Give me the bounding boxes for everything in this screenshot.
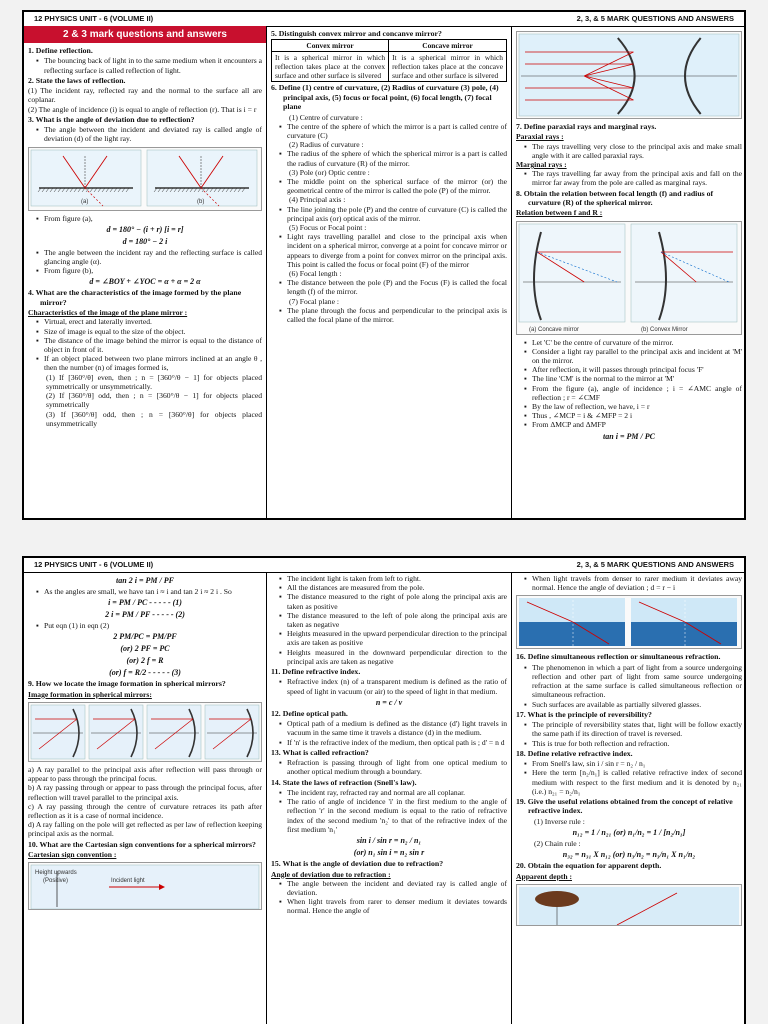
bullet-item: ▪ The angle between the incident and deviated ray is called angle of deviation. xyxy=(271,879,507,897)
question-heading: 13. What is called refraction? xyxy=(271,747,369,757)
question-heading: 12. Define optical path. xyxy=(271,708,348,718)
bullet-item: ▪ Light rays travelling parallel and close to the principal axis when incident on a spherical mirror, converge at a point for concave mirror or appears to diverge from a point for convex mirror on the principal axis. This point is called the focus or focal point (F) of the mirror xyxy=(271,232,507,269)
bullet-item: ▪ Virtual, erect and laterally inverted. xyxy=(28,317,262,326)
p1-col2-content xyxy=(271,83,507,324)
bullet-item: ▪ The distance of the image behind the mirror is equal to the distance of object in front of it. xyxy=(28,336,262,354)
text-line: (2) The angle of incidence (i) is equal to angle of reflection (r). That is i = r xyxy=(28,104,257,114)
question-5: 5. Distinguish convex mirror and concanve mirror? xyxy=(271,29,442,38)
figure-drawing xyxy=(517,885,741,925)
figure-caption: (b) xyxy=(197,198,205,205)
bullet-item: ▪ The principle of reversibility states that, light will be follow exactly the same path if its direction of travel is reversed. xyxy=(516,720,742,738)
table-head-convex: Convex mirror xyxy=(272,40,389,52)
p2-column-1 xyxy=(24,572,267,1024)
bullet-item: ▪ This is true for both reflection and refraction. xyxy=(516,739,742,748)
header-right: 2, 3, & 5 MARK QUESTIONS AND ANSWERS xyxy=(576,14,734,23)
bullet-item: ▪ If 'n' is the refractive index of the medium, then optical path is ; d' = n d xyxy=(271,738,507,747)
table-cell-concave: It is a spherical mirror in which reflection takes place at the concave surface and other surface is silvered xyxy=(389,52,507,82)
equation: d = ∠BOY + ∠YOC = α + α = 2 α xyxy=(89,277,201,287)
equation: (or) 2 f = R xyxy=(126,656,164,666)
bullet-item: ▪ Heights measured in the upward perpendicular direction to the principal axis are taken as positive xyxy=(271,629,507,647)
bullet-item: ▪ From the figure (a), angle of incidence ; i = ∠AMC angle of reflection ; r = ∠CMF xyxy=(516,384,742,402)
bullet-item: ▪ From figure (a), xyxy=(28,214,262,223)
page-1 xyxy=(22,10,746,520)
question-heading: 1. Define reflection. xyxy=(28,46,93,55)
p2-col2-content xyxy=(271,574,507,916)
question-heading: 10. What are the Cartesian sign conventions for a spherical mirrors? xyxy=(28,839,256,849)
section-banner: 2 & 3 mark questions and answers xyxy=(24,26,266,43)
figure-drawing xyxy=(29,703,261,761)
page-2 xyxy=(22,556,746,1024)
bullet-item: ▪ Let 'C' be the centre of curvature of the mirror. xyxy=(516,338,742,347)
subheading: Apparent depth : xyxy=(516,871,572,881)
equation: n = c / v xyxy=(375,697,403,707)
figure-fig6 xyxy=(516,595,742,649)
p2-col1-content xyxy=(28,575,262,910)
question-heading: 14. State the laws of refraction (Snell's law). xyxy=(271,777,417,787)
p2-column-2 xyxy=(267,572,512,1024)
question-heading: 7. Define paraxial rays and marginal rays. xyxy=(516,122,657,131)
bullet-item: ▪ Here the term [n₂/n₁] is called relative refractive index of second medium with respect to the first medium and it is denoted by n₂₁ (i.e.) n₂₁ = n₂/n₁ xyxy=(516,768,742,796)
figure-caption: (a) xyxy=(81,198,89,205)
bullet-item: ▪ When light travels from denser to rarer medium it deviates away normal. Hence the angle of deviation ; d = r − i xyxy=(516,574,742,592)
bullet-item: ▪ Such surfaces are available as partially silvered glasses. xyxy=(516,700,742,709)
mirror-comparison-table xyxy=(271,39,507,82)
bullet-item: ▪ The centre of the sphere of which the mirror is a part is called centre of curvature (C) xyxy=(271,122,507,140)
numbered-item: (6) Focal length : xyxy=(289,269,342,279)
header-left-2: 12 PHYSICS UNIT - 6 (VOLUME II) xyxy=(34,560,154,569)
equation: sin i / sin r = n₂ / n₁ xyxy=(356,836,422,846)
page-header xyxy=(24,12,744,27)
equation: n₁₂ = 1 / n₂₁ (or) n₁/n₂ = 1 / [n₂/n₁] xyxy=(572,828,686,838)
question-heading: 6. Define (1) centre of curvature, (2) Radius of curvature (3) pole, (4) principal axis, (5) focus or focal point, (6) focal length, (7) focal plane xyxy=(271,83,499,112)
question-heading: 15. What is the angle of deviation due to refraction? xyxy=(271,859,444,869)
numbered-item: (7) Focal plane : xyxy=(289,296,339,306)
bullet-item: ▪ Optical path of a medium is defined as the distance (d') light travels in vacuum in the same time it travels a distance (d) in the medium. xyxy=(271,719,507,737)
bullet-item: ▪ The rays travelling far away from the principal axis and fall on the mirror far away from the pole are called as marginal rays. xyxy=(516,169,742,187)
p1-column-2 xyxy=(267,26,512,518)
question-heading: 4. What are the characteristics of the image formed by the plane mirror? xyxy=(28,288,242,307)
numbered-item: (1) If [360°/θ] even, then ; n = [360°/θ − 1] for objects placed symmetrically or unsymmetrically. xyxy=(46,372,262,391)
bullet-item: ▪ After reflection, it will passes through principal focus 'F' xyxy=(516,365,742,374)
header-left: 12 PHYSICS UNIT - 6 (VOLUME II) xyxy=(34,14,154,23)
equation: 2 PM/PC = PM/PF xyxy=(113,632,177,642)
figure-drawing xyxy=(517,32,741,118)
text-line: d) A ray falling on the pole will get reflected as per law of reflection keeping principal axis as the normal. xyxy=(28,820,262,839)
bullet-item: ▪ Refractive index (n) of a transparent medium is defined as the ratio of speed of light in vacuum (or air) to the speed of light in that medium. xyxy=(271,677,507,695)
bullet-item: ▪ The line joining the pole (P) and the centre of curvature (C) is called the principal axis (or) optical axis of the mirror. xyxy=(271,205,507,223)
question-heading: 8. Obtain the relation between focal length (f) and radius of curvature (R) of the spherical mirror. xyxy=(516,188,714,208)
bullet-item: ▪ From Snell's law, sin i / sin r = n₂ / n₁ xyxy=(516,759,742,768)
question-heading: 16. Define simultaneous reflection or simultaneous refraction. xyxy=(516,652,721,662)
subheading: Marginal rays : xyxy=(516,160,567,170)
fig5-incident-label: Incident light xyxy=(111,878,145,885)
subheading: Image formation in spherical mirrors: xyxy=(28,689,152,699)
figure-caption: (a) Concave mirror xyxy=(529,326,580,333)
p2-column-3 xyxy=(512,572,746,1024)
subheading: Relation between f and R : xyxy=(516,208,603,218)
page-header-2 xyxy=(24,558,744,573)
bullet-item: ▪ Heights measured in the downward perpendicular direction to the principal axis are taken as negative xyxy=(271,648,507,666)
question-heading: 19. Give the useful relations obtained from the concept of relative refractive index. xyxy=(516,797,733,816)
bullet-item: ▪ The radius of the sphere of which the spherical mirror is a part is called the radius of curvature (R) of the mirror. xyxy=(271,149,507,167)
bullet-item: ▪ The angle between the incident and deviated ray is called angle of deviation (d) of the light ray. xyxy=(28,125,262,143)
question-heading: 18. Define relative refractive index. xyxy=(516,748,633,758)
numbered-item: (2) Radius of curvature : xyxy=(289,140,364,150)
equation: 2 i = PM / PF - - - - - (2) xyxy=(105,610,185,620)
figure-drawing xyxy=(517,596,741,648)
p1-column-3 xyxy=(512,26,746,518)
table-cell-convex: It is a spherical mirror in which reflection takes place at the convex surface and other surface is silvered xyxy=(272,52,389,82)
equation: i = PM / PC - - - - - (1) xyxy=(108,598,182,608)
subheading: Angle of deviation due to refraction : xyxy=(271,869,391,879)
equation: (or) 2 PF = PC xyxy=(120,644,170,654)
fig5-positive-label: (Positive) xyxy=(43,878,69,885)
figure-fig7 xyxy=(516,884,742,926)
bullet-item: ▪ The phenomenon in which a part of light from a source undergoing reflection and other part of light from same source undergoing refraction at the same surface is called simultaneous reflection or simultaneous refraction. xyxy=(516,663,742,700)
equation: d = 180° − (i + r) [i = r] xyxy=(106,224,184,234)
question-heading: 9. How we locate the image formation in spherical mirrors? xyxy=(28,679,226,689)
bullet-item: ▪ Thus , ∠MCP = i & ∠MFP = 2 i xyxy=(516,411,742,420)
bullet-item: ▪ Refraction is passing through of light from one optical medium to another optical medium through a boundary. xyxy=(271,758,507,776)
text-line: a) A ray parallel to the principal axis after reflection will pass through or appear to pass through the principal focus. xyxy=(28,765,262,784)
bullet-item: ▪ By the law of reflection, we have, i = r xyxy=(516,402,742,411)
bullet-item: ▪ The rays travelling very close to the principal axis and make small angle with it are called paraxial rays. xyxy=(516,142,742,160)
figure-fig4 xyxy=(28,702,262,762)
equation: tan 2 i = PM / PF xyxy=(116,576,174,585)
header-right-2: 2, 3, & 5 MARK QUESTIONS AND ANSWERS xyxy=(576,560,734,569)
figure-drawing xyxy=(517,222,741,334)
bullet-item: ▪ The middle point on the spherical surface of the mirror (or) the geometrical centre of the mirror is called the pole (P) of the mirror. xyxy=(271,177,507,195)
text-line: b) A ray passing through or appear to pass through the principal focus, after reflection will travel parallel to the principal axis. xyxy=(28,783,262,802)
p1-col3-content xyxy=(516,31,742,442)
question-heading: 20. Obtain the equation for apparent depth. xyxy=(516,861,662,871)
numbered-item: (3) Pole (or) Optic centre : xyxy=(289,167,370,177)
equation: (or) f = R/2 - - - - - (3) xyxy=(109,668,181,678)
equation: tan i = PM / PC xyxy=(603,431,655,441)
equation: (or) n₁ sin i = n₂ sin r xyxy=(353,848,425,858)
figure-fig3 xyxy=(516,221,742,335)
figure-fig1 xyxy=(28,147,262,211)
question-heading: 11. Define refractive index. xyxy=(271,667,361,677)
numbered-item: (3) If [360°/θ] odd, then ; n = [360°/θ] for objects placed unsymmetrically xyxy=(46,409,262,428)
text-line: (1) The incident ray, reflected ray and the normal to the surface all are coplanar. xyxy=(28,86,262,105)
bullet-item: ▪ The ratio of angle of incidence 'i' in the first medium to the angle of reflection 'r' in the second medium is equal to the ratio of refractive index of the second medium 'n₂' to that of the refractive index of the first medium 'n₁' xyxy=(271,797,507,834)
bullet-item: ▪ The bouncing back of light in to the same medium when it encounters a reflecting surface is called reflection of light. xyxy=(28,56,262,74)
figure-caption: (b) Convex Mirror xyxy=(641,326,688,333)
equation: n₃₂ = n₃₁ X n₁₂ (or) n₃/n₂ = n₃/n₁ X n₁/n₂ xyxy=(562,850,696,860)
subheading: Characteristics of the image of the plane mirror : xyxy=(28,308,188,318)
figure-drawing xyxy=(29,863,261,909)
bullet-item: ▪ The incident light is taken from left to right. xyxy=(271,574,507,583)
bullet-item: ▪ The distance measured to the left of pole along the principal axis are taken as negative xyxy=(271,611,507,629)
p2-col3-content xyxy=(516,574,742,926)
bullet-item: ▪ The distance measured to the right of pole along the principal axis are taken as positive xyxy=(271,592,507,610)
bullet-item: ▪ If an object placed between two plane mirrors inclined at an angle θ , then the number (n) of images formed is, xyxy=(28,354,262,372)
numbered-item: (2) Chain rule : xyxy=(534,839,581,849)
question-heading: 17. What is the principle of reversibility? xyxy=(516,709,652,719)
fig5-height-label: Height upwards xyxy=(35,870,77,877)
bullet-item: ▪ The angle between the incident ray and the reflecting surface is called glancing angle (α). xyxy=(28,248,262,266)
numbered-item: (4) Principal axis : xyxy=(289,195,346,205)
bullet-item: ▪ When light travels from rarer to denser medium it deviates towards normal. Hence the angle of xyxy=(271,897,507,915)
numbered-item: (1) Centre of curvature : xyxy=(289,112,363,122)
figure-drawing xyxy=(29,148,261,210)
bullet-item: ▪ Consider a light ray parallel to the principal axis and incident at 'M' on the mirror. xyxy=(516,347,742,365)
subheading: Paraxial rays : xyxy=(516,132,564,142)
bullet-item: ▪ The plane through the focus and perpendicular to the principal axis is called the focal plane of the mirror. xyxy=(271,306,507,324)
bullet-item: ▪ The distance between the pole (P) and the Focus (F) is called the focal length (f) of the mirror. xyxy=(271,278,507,296)
bullet-item: ▪ Size of image is equal to the size of the object. xyxy=(28,327,262,336)
numbered-item: (1) Inverse rule : xyxy=(534,816,585,826)
equation: d = 180° − 2 i xyxy=(122,236,168,246)
bullet-item: ▪ The line 'CM' is the normal to the mirror at 'M' xyxy=(516,374,742,383)
bullet-item: ▪ As the angles are small, we have tan i ≈ i and tan 2 i ≈ 2 i . So xyxy=(28,587,262,596)
p1-col1-content xyxy=(28,46,262,428)
bullet-item: ▪ All the distances are measured from the pole. xyxy=(271,583,507,592)
bullet-item: ▪ Put eqn (1) in eqn (2) xyxy=(28,621,262,630)
question-heading: 2. State the laws of reflection. xyxy=(28,75,126,85)
table-head-concave: Concave mirror xyxy=(389,40,507,52)
text-line: c) A ray passing through the centre of curvature retraces its path after reflection as it is a case of normal incidence. xyxy=(28,801,262,821)
subheading: Cartesian sign convention : xyxy=(28,850,117,860)
bullet-item: ▪ The incident ray, refracted ray and normal are all coplanar. xyxy=(271,788,507,797)
figure-fig2 xyxy=(516,31,742,119)
numbered-item: (2) If [360°/θ] odd, then ; n = [360°/θ − 1] for objects placed symmetrically xyxy=(46,391,262,410)
bullet-item: ▪ From figure (b), xyxy=(28,266,262,275)
p1-column-1 xyxy=(24,26,267,518)
bullet-item: ▪ From ΔMCP and ΔMFP xyxy=(516,420,742,429)
numbered-item: (5) Focus or Focal point : xyxy=(289,223,367,233)
figure-fig5 xyxy=(28,862,262,910)
question-heading: 3. What is the angle of deviation due to reflection? xyxy=(28,114,195,124)
